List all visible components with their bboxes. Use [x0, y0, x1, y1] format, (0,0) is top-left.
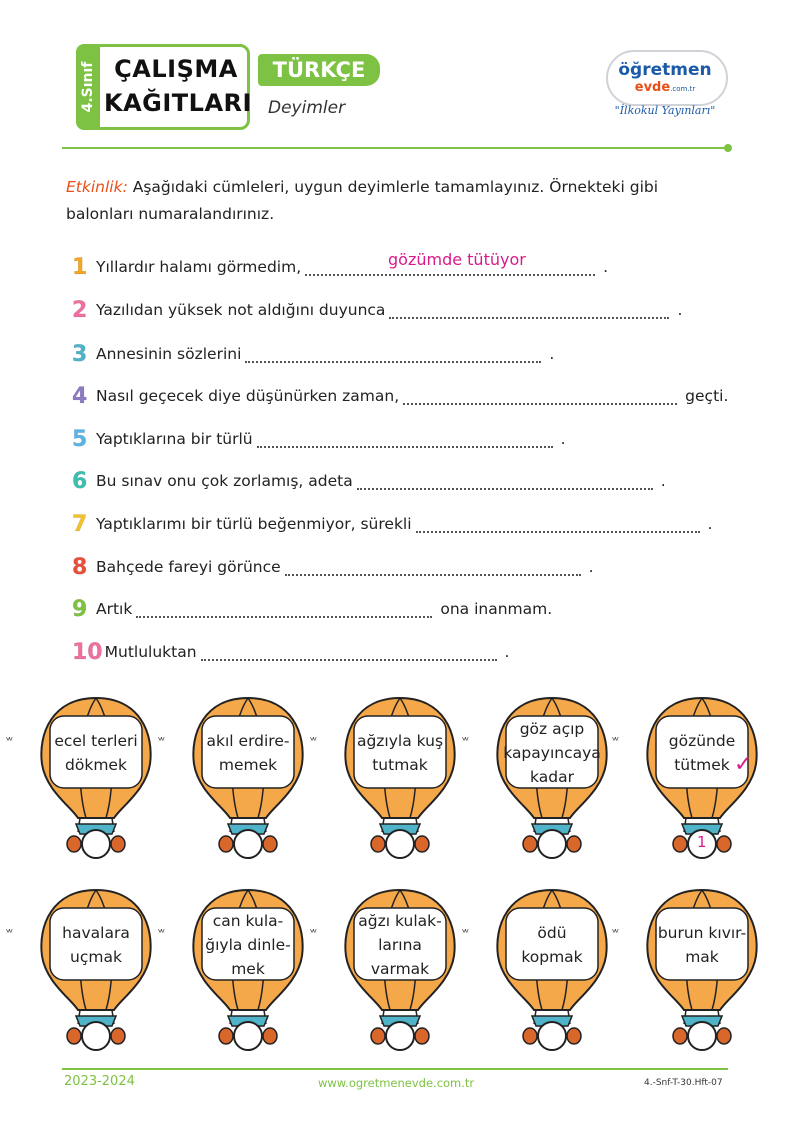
footer-divider [62, 1068, 728, 1070]
sentence-row [72, 596, 552, 622]
answer-blank[interactable] [201, 645, 497, 661]
balloon-card[interactable] [158, 694, 308, 860]
idiom-label: ağzı kulak- larına varmak [358, 912, 442, 978]
sentence-row [72, 426, 566, 452]
instruction-label: Etkinlik: [66, 178, 128, 196]
footer-year: 2023-2024 [64, 1074, 135, 1089]
sentence-text: Bahçede fareyi görünce [96, 558, 281, 576]
answer-blank[interactable] [136, 602, 432, 618]
balloon-number: 1 [697, 833, 707, 851]
idiom-label: ödü kopmak [521, 924, 583, 966]
header-divider [62, 147, 728, 149]
balloon-card[interactable] [612, 886, 762, 1052]
sentence-number: 7 [72, 511, 88, 537]
title-line-1: ÇALIŞMA [114, 55, 238, 83]
bird-icon: ᵛᵛ [612, 926, 618, 939]
sentence-text: Nasıl geçecek diye düşünürken zaman, [96, 387, 400, 405]
balloon-card[interactable] [462, 694, 612, 860]
grade-tab [76, 44, 100, 130]
sentence-row [72, 468, 666, 494]
sentence-row [72, 511, 712, 537]
footer-code: 4.-Snf-T-30.Hft-07 [644, 1078, 723, 1088]
subject-tag: TÜRKÇE [258, 54, 380, 86]
sentence-text: Mutluluktan [104, 643, 197, 661]
balloon-card[interactable] [6, 694, 156, 860]
balloon-card[interactable] [310, 694, 460, 860]
idiom-label: burun kıvır- mak [657, 924, 747, 966]
bird-icon: ᵛᵛ [462, 926, 468, 939]
instruction-text: Aşağıdaki cümleleri, uygun deyimlerle tamamlayınız. Örnekteki gibi balonları numaralandırınız. [66, 178, 659, 223]
answer-blank[interactable] [389, 303, 669, 319]
sentence-number: 9 [72, 596, 88, 622]
sentence-row [72, 639, 509, 665]
sentence-ending: ona inanmam. [440, 600, 553, 618]
idiom-label: ağzıyla kuş tutmak [356, 732, 444, 774]
logo-line-2: evde [634, 80, 671, 95]
bird-icon: ᵛᵛ [462, 734, 468, 747]
balloon-card[interactable] [310, 886, 460, 1052]
sentence-ending: . [504, 643, 510, 661]
bird-icon: ᵛᵛ [310, 926, 316, 939]
sentence-text: Annesinin sözlerini [96, 345, 242, 363]
example-answer: gözümde tütüyor [388, 250, 526, 269]
check-mark-icon: ✓ [734, 752, 753, 777]
answer-blank[interactable] [285, 560, 581, 576]
bird-icon: ᵛᵛ [158, 734, 164, 747]
sentence-ending: geçti. [685, 387, 729, 405]
sentence-ending: . [560, 430, 566, 448]
bird-icon: ᵛᵛ [612, 734, 618, 747]
idiom-label: göz açıp kapayıncaya kadar [503, 720, 601, 786]
sentence-number: 1 [72, 254, 88, 280]
sentence-number: 8 [72, 554, 88, 580]
idiom-label: akıl erdire- memek [206, 732, 290, 774]
balloon-card[interactable] [462, 886, 612, 1052]
title-line-2: KAĞITLARI [104, 89, 252, 117]
bird-icon: ᵛᵛ [6, 734, 12, 747]
balloon-card[interactable] [6, 886, 156, 1052]
grade-label: 4.Sınıf [80, 61, 96, 113]
logo-tagline: "İlkokul Yayınları" [614, 104, 716, 117]
bird-icon: ᵛᵛ [158, 926, 164, 939]
sentence-ending: . [603, 258, 609, 276]
sentence-ending: . [660, 472, 666, 490]
sentence-text: Bu sınav onu çok zorlamış, adeta [96, 472, 353, 490]
worksheet-title [104, 52, 252, 120]
sentence-number: 2 [72, 297, 88, 323]
footer-website[interactable]: www.ogretmenevde.com.tr [318, 1076, 475, 1090]
sentence-number: 3 [72, 341, 88, 367]
balloon-card[interactable] [612, 694, 762, 860]
sentence-row [72, 341, 554, 367]
sentence-row [72, 254, 608, 280]
sentence-text: Yaptıklarımı bir türlü beğenmiyor, sürekli [96, 515, 412, 533]
sentence-number: 6 [72, 468, 88, 494]
sentence-text: Yaptıklarına bir türlü [96, 430, 253, 448]
sentence-ending: . [588, 558, 594, 576]
idiom-label: gözünde tütmek [668, 732, 736, 774]
publisher-logo [612, 62, 718, 97]
bird-icon: ᵛᵛ [310, 734, 316, 747]
sentence-row [72, 297, 682, 323]
balloon-card[interactable] [158, 886, 308, 1052]
sentence-number: 4 [72, 383, 88, 409]
sentence-text: Yıllardır halamı görmedim, [96, 258, 302, 276]
sentence-text: Yazılıdan yüksek not aldığını duyunca [96, 301, 386, 319]
answer-blank[interactable] [357, 474, 653, 490]
sentence-row [72, 554, 594, 580]
sentence-ending: . [707, 515, 713, 533]
sentence-number: 10 [72, 639, 103, 665]
logo-domain: .com.tr [670, 85, 696, 93]
sentence-text: Artık [96, 600, 133, 618]
topic-label: Deyimler [268, 98, 346, 118]
idiom-label: can kula- ğıyla dinle- mek [205, 912, 291, 978]
answer-blank[interactable] [416, 517, 700, 533]
answer-blank[interactable] [245, 347, 541, 363]
bird-icon: ᵛᵛ [6, 926, 12, 939]
sentence-number: 5 [72, 426, 88, 452]
answer-blank[interactable] [257, 432, 553, 448]
sentence-row [72, 383, 728, 409]
sentence-ending: . [677, 301, 683, 319]
divider-dot [724, 144, 732, 152]
idiom-label: havalara uçmak [62, 924, 130, 966]
sentence-ending: . [549, 345, 555, 363]
idiom-label: ecel terleri dökmek [54, 732, 138, 774]
instruction [66, 174, 726, 228]
answer-blank[interactable] [403, 389, 677, 405]
logo-line-1: öğretmen [618, 60, 712, 80]
